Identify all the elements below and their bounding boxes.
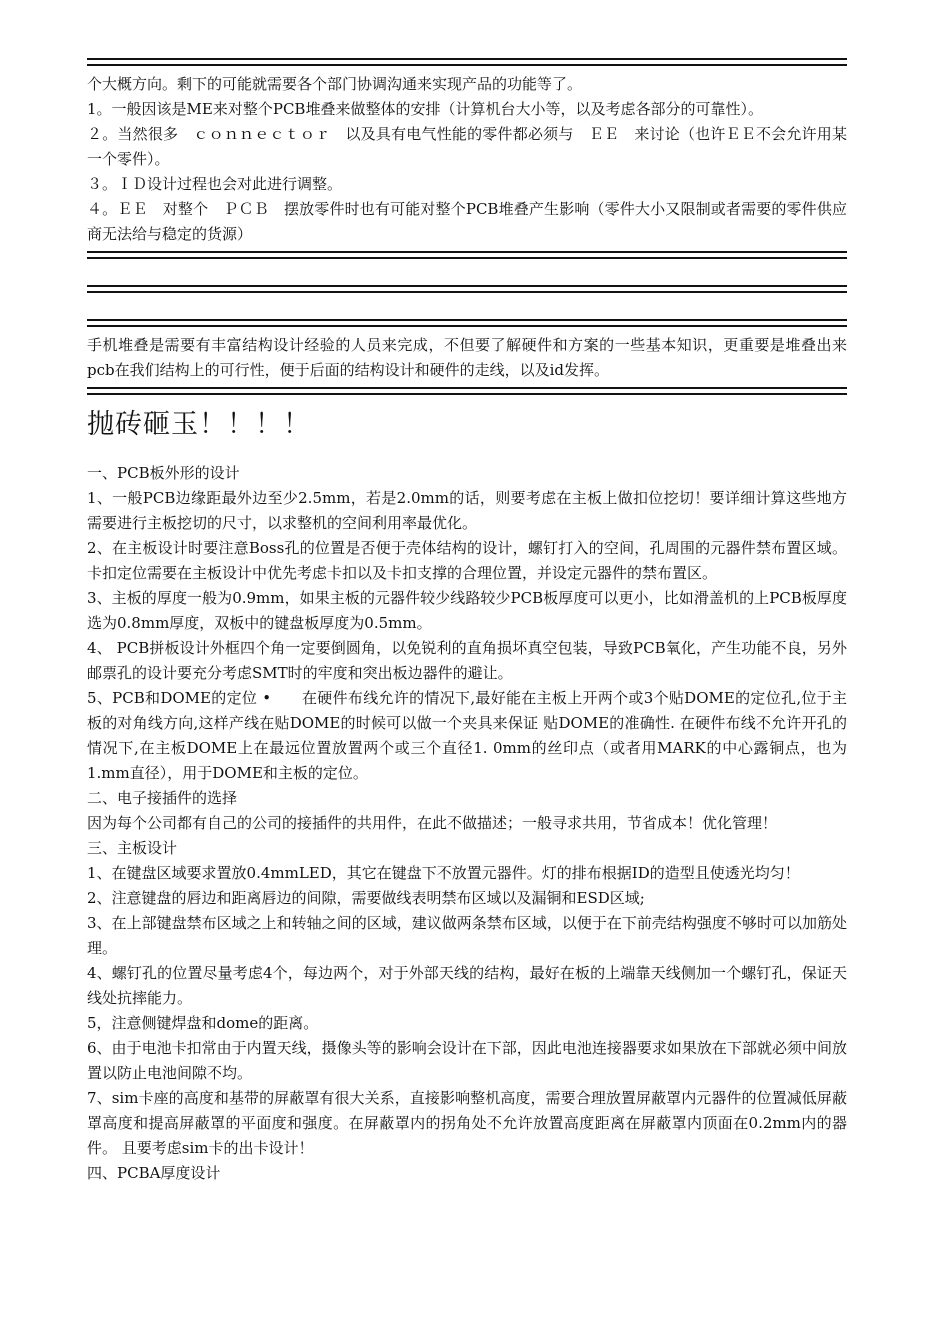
paragraph: 2、在主板设计时要注意Boss孔的位置是否便于壳体结构的设计，螺钉打入的空间，孔周围的元器件禁布置区域。卡扣定位需要在主板设计中优先考虑卡扣以及卡扣支撑的合理位置，并设定元器件的禁布置区。 [87, 539, 847, 582]
paragraph: 6、由于电池卡扣常由于内置天线，摄像头等的影响会设计在下部，因此电池连接器要求如果放在下部就必须中间放置以防止电池间隙不均。 [87, 1039, 847, 1082]
paragraph: 1、一般PCB边缘距最外边至少2.5mm，若是2.0mm的话，则要考虑在主板上做扣位挖切！要详细计算这些地方需要进行主板挖切的尺寸，以求整机的空间利用率最优化。 [87, 489, 847, 532]
paragraph: 因为每个公司都有自己的公司的接插件的共用件，在此不做描述；一般寻求共用，节省成本！优化管理！ [87, 814, 778, 832]
paragraph: 5，注意侧键焊盘和dome的距离。 [87, 1014, 319, 1032]
section-heading: 二、电子接插件的选择 [87, 789, 238, 807]
paragraph: 1、在键盘区域要求置放0.4mmLED，其它在键盘下不放置元器件。灯的排布根据ID的造型且使透光均匀！ [87, 864, 800, 882]
paragraph: 2、注意键盘的唇边和距离唇边的间隙，需要做线表明禁布区域以及漏铜和ESD区域; [87, 889, 645, 907]
section-heading: 一、PCB板外形的设计 [87, 464, 240, 482]
paragraph: ３。ＩＤ设计过程也会对此进行调整。 [87, 175, 343, 193]
paragraph: 7、sim卡座的高度和基带的屏蔽罩有很大关系，直接影响整机高度，需要合理放置屏蔽罩内元器件的位置减低屏蔽罩高度和提高屏蔽罩的平面度和强度。在屏蔽罩内的拐角处不允许放置高度距离在屏蔽罩内顶面在0.2mm内的器件。 且要考虑sim卡的出卡设计！ [87, 1089, 847, 1157]
page-title: 抛砖砸玉！！！！ [87, 409, 311, 440]
double-rule [87, 251, 847, 259]
paragraph: 3、在上部键盘禁布区域之上和转轴之间的区域，建议做两条禁布区域，以便于在下前壳结构强度不够时可以加筋处理。 [87, 914, 847, 957]
double-rule [87, 319, 847, 327]
double-rule [87, 285, 847, 293]
document-page [87, 58, 847, 1186]
paragraph: 4、螺钉孔的位置尽量考虑4个，每边两个，对于外部天线的结构，最好在板的上端靠天线侧加一个螺钉孔，保证天线处抗摔能力。 [87, 964, 847, 1007]
section-heading: 三、主板设计 [87, 839, 178, 857]
paragraph: 手机堆叠是需要有丰富结构设计经验的人员来完成，不但要了解硬件和方案的一些基本知识，更重要是堆叠出来pcb在我们结构上的可行性，便于后面的结构设计和硬件的走线，以及id发挥。 [87, 336, 847, 379]
paragraph: 5、PCB和DOME的定位 • 在硬件布线允许的情况下,最好能在主板上开两个或3个贴DOME的定位孔,位于主板的对角线方向,这样产线在贴DOME的时候可以做一个夹具来保证 贴DOME的准确性. 在硬件布线不允许开孔的情况下,在主板DOME上在最远位置放置两个或三个直径1. 0mm的丝印点（或者用MARK的中心露铜点，也为1.mm直径），用于DOME和主板的定位。 [87, 689, 847, 782]
paragraph: ２。当然很多 ｃｏｎｎｅｃｔｏｒ 以及具有电气性能的零件都必须与 ＥＥ 来讨论（也许ＥＥ不会允许用某一个零件）。 [87, 125, 847, 168]
body-block [87, 461, 847, 1186]
paragraph: ４。ＥＥ 对整个 ＰＣＢ 摆放零件时也有可能对整个PCB堆叠产生影响（零件大小又限制或者需要的零件供应商无法给与稳定的货源） [87, 200, 847, 243]
double-rule [87, 58, 847, 66]
section-heading: 四、PCBA厚度设计 [87, 1164, 221, 1182]
paragraph: 3、主板的厚度一般为0.9mm，如果主板的元器件较少线路较少PCB板厚度可以更小，比如滑盖机的上PCB板厚度选为0.8mm厚度，双板中的键盘板厚度为0.5mm。 [87, 589, 847, 632]
paragraph: 个大概方向。剩下的可能就需要各个部门协调沟通来实现产品的功能等了。 [87, 75, 583, 93]
intro-block [87, 72, 847, 247]
paragraph: 4、 PCB拼板设计外框四个角一定要倒圆角，以免锐利的直角损坏真空包装，导致PCB氧化，产生功能不良，另外邮票孔的设计要充分考虑SMT时的牢度和突出板边器件的避让。 [87, 639, 847, 682]
paragraph: 1。一般因该是ME来对整个PCB堆叠来做整体的安排（计算机台大小等，以及考虑各部分的可靠性）。 [87, 100, 763, 118]
double-rule [87, 387, 847, 395]
